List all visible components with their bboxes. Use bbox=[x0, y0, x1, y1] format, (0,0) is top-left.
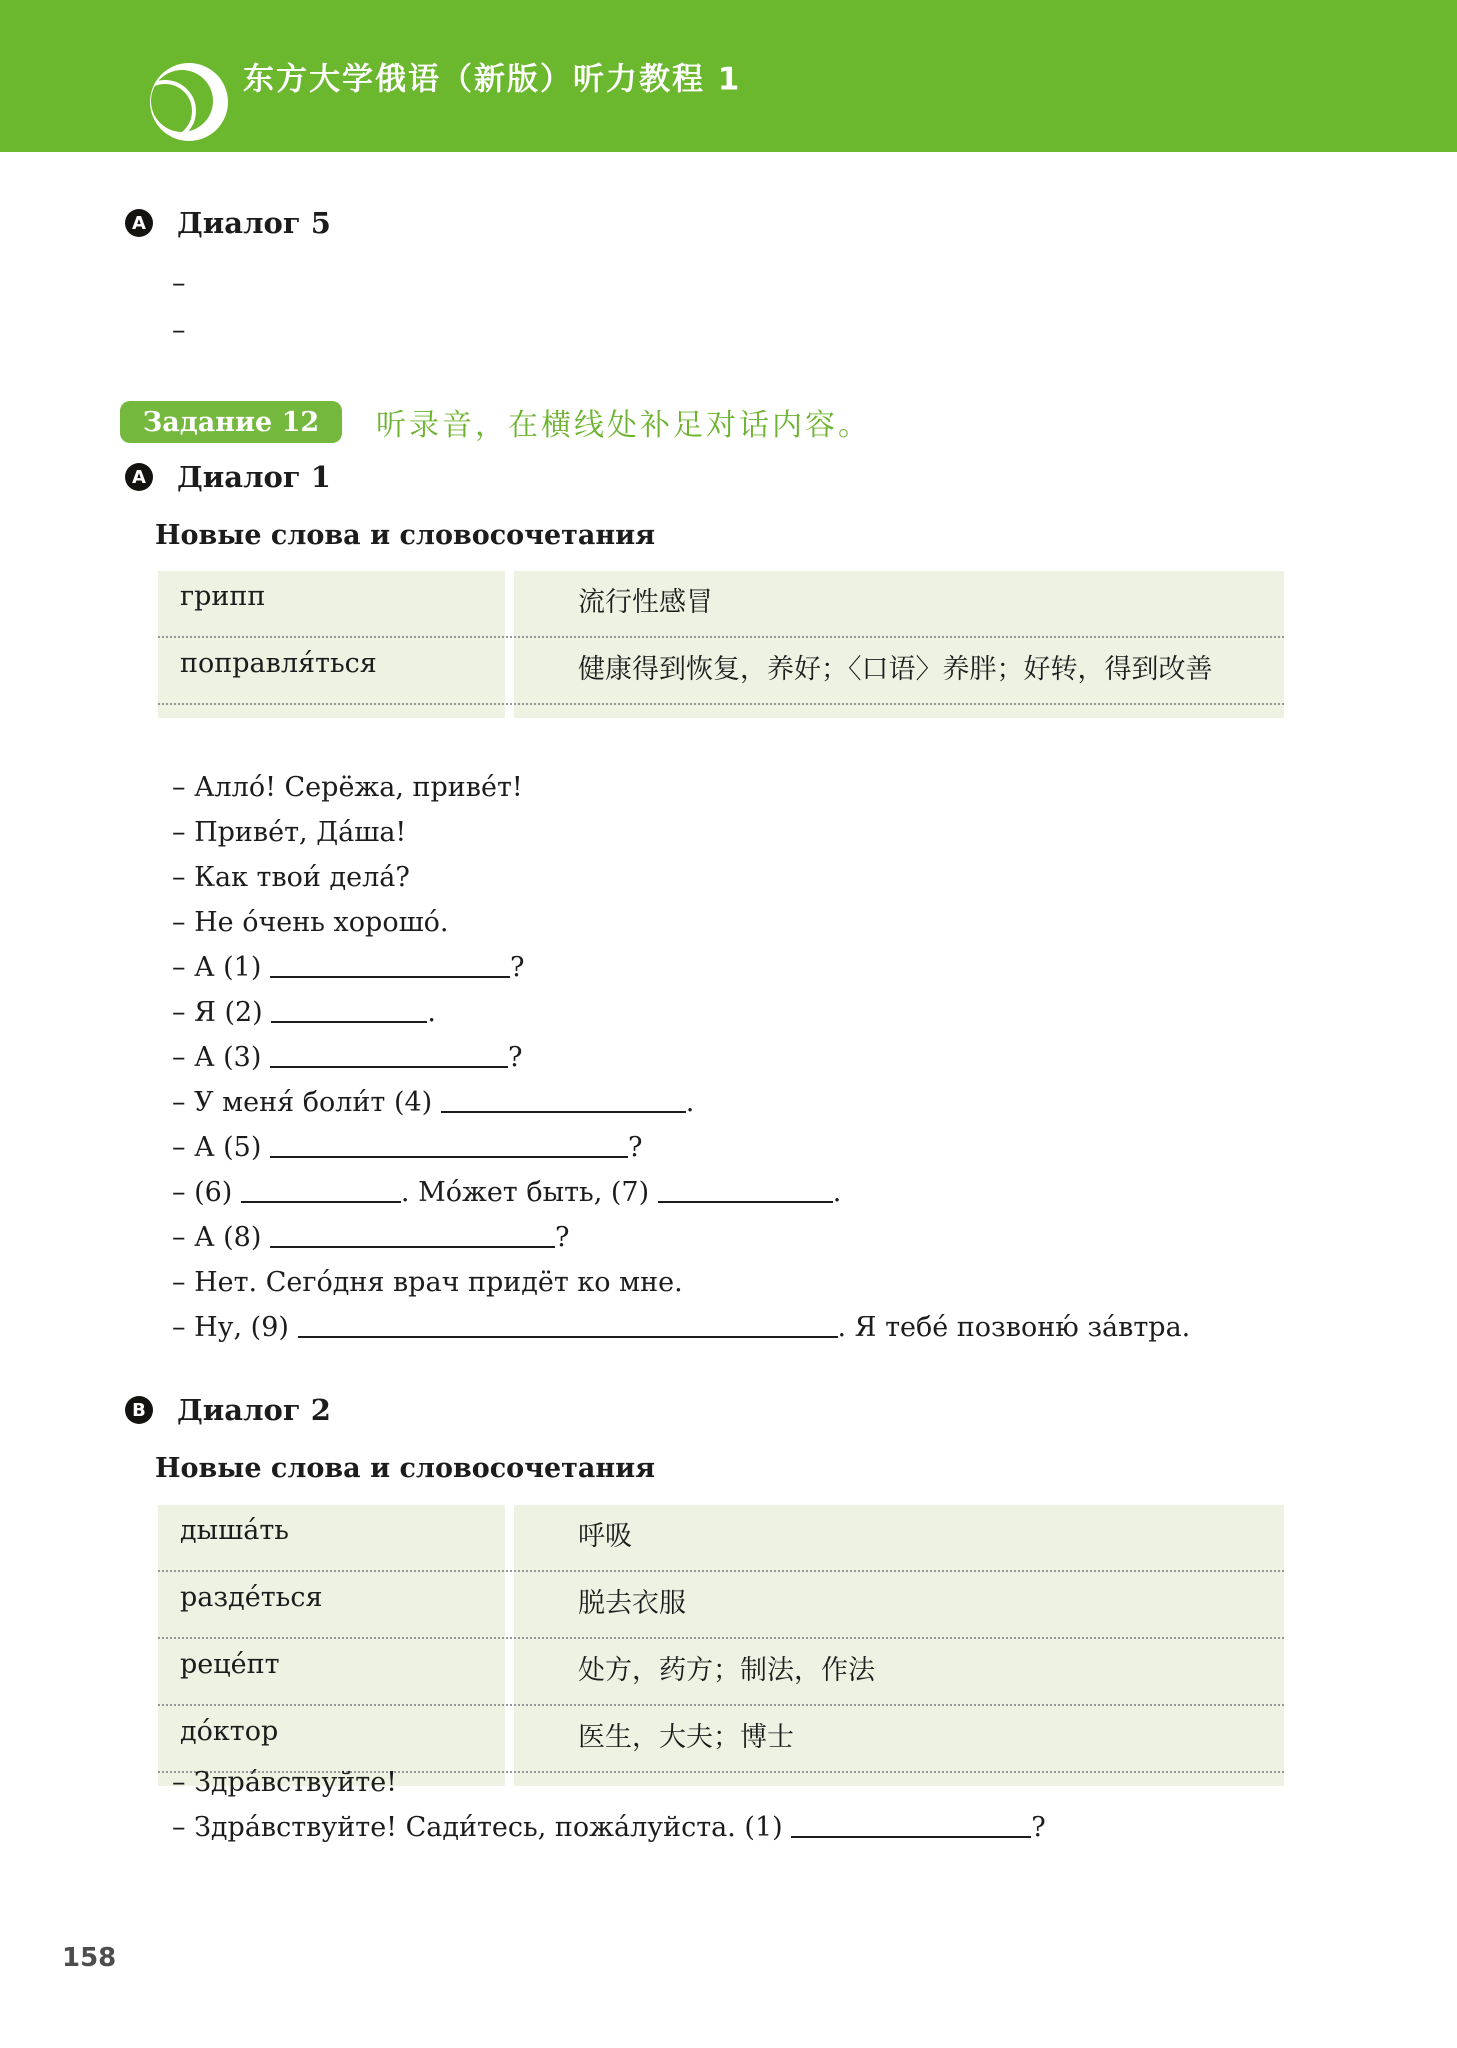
dialogue-text: ? bbox=[507, 1042, 523, 1073]
fill-in-blank bbox=[270, 1062, 508, 1068]
dialogue-text: . Я тебе́ позвоню́ за́втра. bbox=[837, 1312, 1191, 1343]
task-instruction: 听录音，在横线处补足对话内容。 bbox=[376, 408, 871, 443]
fill-in-blank bbox=[658, 1197, 833, 1203]
vocab-russian-word: реце́пт bbox=[180, 1649, 280, 1680]
vocab-russian-word: поправля́ться bbox=[180, 648, 377, 679]
vocab-chinese-meaning: 呼吸 bbox=[578, 1521, 632, 1552]
publisher-logo-icon bbox=[150, 63, 228, 141]
page-number: 158 bbox=[62, 1943, 117, 1973]
dialog1-title: Диалог 1 bbox=[177, 460, 331, 494]
vocab-row bbox=[158, 638, 1284, 705]
dialogue-line bbox=[172, 900, 1397, 945]
dialog5-heading bbox=[125, 206, 331, 240]
dialogue-text: . bbox=[427, 997, 436, 1028]
dialogue-line bbox=[172, 1805, 1397, 1850]
dialog2-vocab-table bbox=[158, 1505, 1284, 1786]
dialogue-text: – А (5) bbox=[172, 1132, 270, 1163]
dialogue-line bbox=[172, 307, 1397, 354]
fill-in-blank bbox=[791, 1832, 1031, 1838]
dialogue-text: ? bbox=[1031, 1812, 1046, 1843]
fill-in-blank bbox=[241, 1197, 401, 1203]
dialogue-text: . bbox=[832, 1177, 842, 1208]
dialogue-text: – (6) bbox=[172, 1177, 241, 1208]
fill-in-blank bbox=[441, 1107, 686, 1113]
dialogue-text: – А (1) bbox=[172, 952, 270, 983]
vocab-chinese-meaning: 处方，药方；制法，作法 bbox=[578, 1655, 875, 1686]
dialogue-text: – Как твои́ дела́? bbox=[172, 862, 410, 893]
dialogue-text: – Здра́вствуйте! bbox=[172, 1767, 398, 1798]
vocab-russian-word: до́ктор bbox=[180, 1716, 279, 1747]
dialogue-text: – Не о́чень хорошо́. bbox=[172, 907, 449, 938]
dialogue-line bbox=[172, 1760, 1397, 1805]
dialogue-line bbox=[172, 765, 1397, 810]
section-marker-a-icon: A bbox=[125, 463, 153, 491]
dialogue-text: – Приве́т, Да́ша! bbox=[172, 817, 407, 848]
dialog2-lines bbox=[172, 1760, 1397, 1850]
section-marker-a-icon: A bbox=[125, 209, 153, 237]
dialog2-vocab-heading: Новые слова и словосочетания bbox=[155, 1453, 656, 1484]
page-header bbox=[0, 0, 1457, 152]
dialogue-line bbox=[172, 1305, 1397, 1350]
dialogue-line bbox=[172, 260, 1397, 307]
dialog1-vocab-heading: Новые слова и словосочетания bbox=[155, 520, 656, 551]
vocab-row bbox=[158, 1505, 1284, 1572]
section-marker-b-icon: B bbox=[125, 1396, 153, 1424]
vocab-russian-word: разде́ться bbox=[180, 1582, 323, 1613]
dialogue-text: – bbox=[172, 315, 186, 346]
fill-in-blank bbox=[271, 1017, 427, 1023]
dialogue-text: – bbox=[172, 268, 186, 299]
dialog5-lines bbox=[172, 260, 1397, 354]
dialogue-text: – Ну, (9) bbox=[172, 1312, 298, 1343]
vocab-row bbox=[158, 1572, 1284, 1639]
fill-in-blank bbox=[270, 1242, 555, 1248]
dialogue-line bbox=[172, 945, 1397, 990]
vocab-russian-word: грипп bbox=[180, 581, 266, 612]
dialog1-lines bbox=[172, 765, 1397, 1350]
dialogue-line bbox=[172, 1170, 1397, 1215]
vocab-row bbox=[158, 1639, 1284, 1706]
dialogue-text: – У меня́ боли́т (4) bbox=[172, 1087, 441, 1118]
dialog1-heading bbox=[125, 460, 331, 494]
dialogue-line bbox=[172, 1260, 1397, 1305]
fill-in-blank bbox=[270, 972, 510, 978]
dialogue-line bbox=[172, 990, 1397, 1035]
dialogue-text: – Я (2) bbox=[172, 997, 272, 1028]
dialogue-text: – А (3) bbox=[172, 1042, 270, 1073]
dialogue-line bbox=[172, 855, 1397, 900]
task-row bbox=[120, 400, 871, 444]
dialogue-line bbox=[172, 810, 1397, 855]
dialogue-line bbox=[172, 1080, 1397, 1125]
vocab-chinese-meaning: 健康得到恢复，养好；〈口语〉养胖；好转，得到改善 bbox=[578, 654, 1213, 685]
dialog5-title: Диалог 5 bbox=[177, 206, 331, 240]
dialog2-title: Диалог 2 bbox=[177, 1393, 331, 1427]
vocab-russian-word: дыша́ть bbox=[180, 1515, 289, 1546]
dialogue-text: . bbox=[685, 1087, 695, 1118]
fill-in-blank bbox=[298, 1332, 838, 1338]
vocab-chinese-meaning: 流行性感冒 bbox=[578, 587, 713, 618]
vocab-chinese-meaning: 医生，大夫；博士 bbox=[578, 1722, 794, 1753]
dialogue-text: ? bbox=[554, 1222, 570, 1253]
dialogue-text: – Здра́вствуйте! Сади́тесь, пожа́луйста. (1) bbox=[172, 1812, 792, 1843]
dialog1-vocab-table bbox=[158, 571, 1284, 718]
dialogue-text: . Мо́жет быть, (7) bbox=[400, 1177, 658, 1208]
dialog2-heading bbox=[125, 1393, 331, 1427]
fill-in-blank bbox=[270, 1152, 628, 1158]
dialogue-line bbox=[172, 1035, 1397, 1080]
dialogue-text: – Нет. Сего́дня врач придёт ко мне. bbox=[172, 1267, 683, 1298]
dialogue-text: – А (8) bbox=[172, 1222, 270, 1253]
dialogue-line bbox=[172, 1215, 1397, 1260]
dialogue-line bbox=[172, 1125, 1397, 1170]
dialogue-text: – Алло́! Серёжа, приве́т! bbox=[172, 772, 523, 803]
vocab-chinese-meaning: 脱去衣服 bbox=[578, 1588, 686, 1619]
vocab-row bbox=[158, 571, 1284, 638]
book-title: 东方大学俄语（新版）听力教程 1 bbox=[243, 61, 742, 98]
dialogue-text: ? bbox=[509, 952, 525, 983]
task-badge: Задание 12 bbox=[120, 401, 342, 443]
dialogue-text: ? bbox=[627, 1132, 643, 1163]
